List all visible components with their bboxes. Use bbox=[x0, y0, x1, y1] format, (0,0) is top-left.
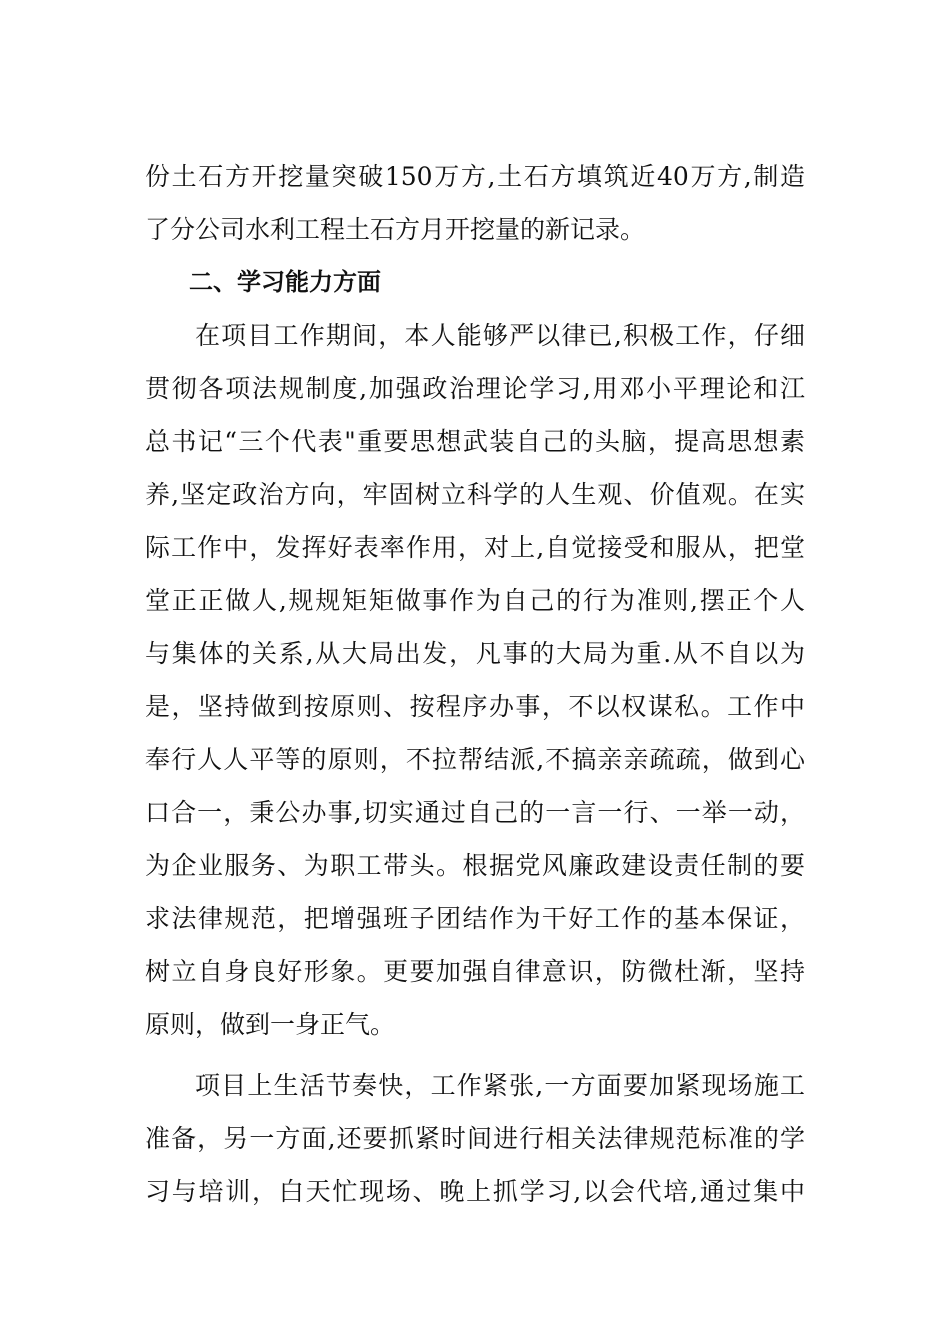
paragraph-self-discipline bbox=[145, 309, 805, 1051]
text-line: 项目上生活节奏快，工作紧张,一方面要加紧现场施工 bbox=[195, 1071, 805, 1100]
paragraph-study bbox=[145, 1059, 805, 1218]
text-line: 准备，另一方面,还要抓紧时间进行相关法律规范标准的学 bbox=[145, 1124, 805, 1153]
document-body bbox=[145, 150, 805, 1218]
text-line: 堂正正做人,规规矩矩做事作为自己的行为准则,摆正个人 bbox=[145, 586, 805, 615]
text-line: 与集体的关系,从大局出发，凡事的大局为重.从不自以为 bbox=[145, 639, 805, 668]
text-line: 是，坚持做到按原则、按程序办事，不以权谋私。工作中 bbox=[145, 692, 805, 721]
text-line: 总书记“三个代表"重要思想武装自己的头脑，提高思想素 bbox=[145, 427, 805, 456]
text-line: 口合一，秉公办事,切实通过自己的一言一行、一举一动， bbox=[145, 798, 805, 827]
text-line: 际工作中，发挥好表率作用，对上,自觉接受和服从，把堂 bbox=[145, 533, 805, 562]
text-line: 养,坚定政治方向，牢固树立科学的人生观、价值观。在实 bbox=[145, 480, 805, 509]
paragraph-continuation bbox=[145, 150, 805, 256]
text-line: 贯彻各项法规制度,加强政治理论学习,用邓小平理论和江 bbox=[145, 374, 805, 403]
text-line: 了分公司水利工程土石方月开挖量的新记录。 bbox=[145, 215, 646, 244]
text-line: 为企业服务、为职工带头。根据党风廉政建设责任制的要 bbox=[145, 851, 805, 880]
text-line: 原则，做到一身正气。 bbox=[145, 1010, 396, 1039]
text-line: 在项目工作期间，本人能够严以律已,积极工作，仔细 bbox=[195, 321, 805, 350]
text-line: 奉行人人平等的原则，不拉帮结派,不搞亲亲疏疏，做到心 bbox=[145, 745, 805, 774]
text-line: 求法律规范，把增强班子团结作为干好工作的基本保证， bbox=[145, 904, 805, 933]
section-heading: 二、学习能力方面 bbox=[189, 268, 381, 296]
paragraph-spacing bbox=[145, 1051, 805, 1059]
text-line: 树立自身良好形象。更要加强自律意识，防微杜渐，坚持 bbox=[145, 957, 805, 986]
text-line: 习与培训，白天忙现场、晚上抓学习,以会代培,通过集中 bbox=[145, 1177, 805, 1206]
text-line: 份土石方开挖量突破150万方,土石方填筑近40万方,制造 bbox=[145, 162, 805, 191]
